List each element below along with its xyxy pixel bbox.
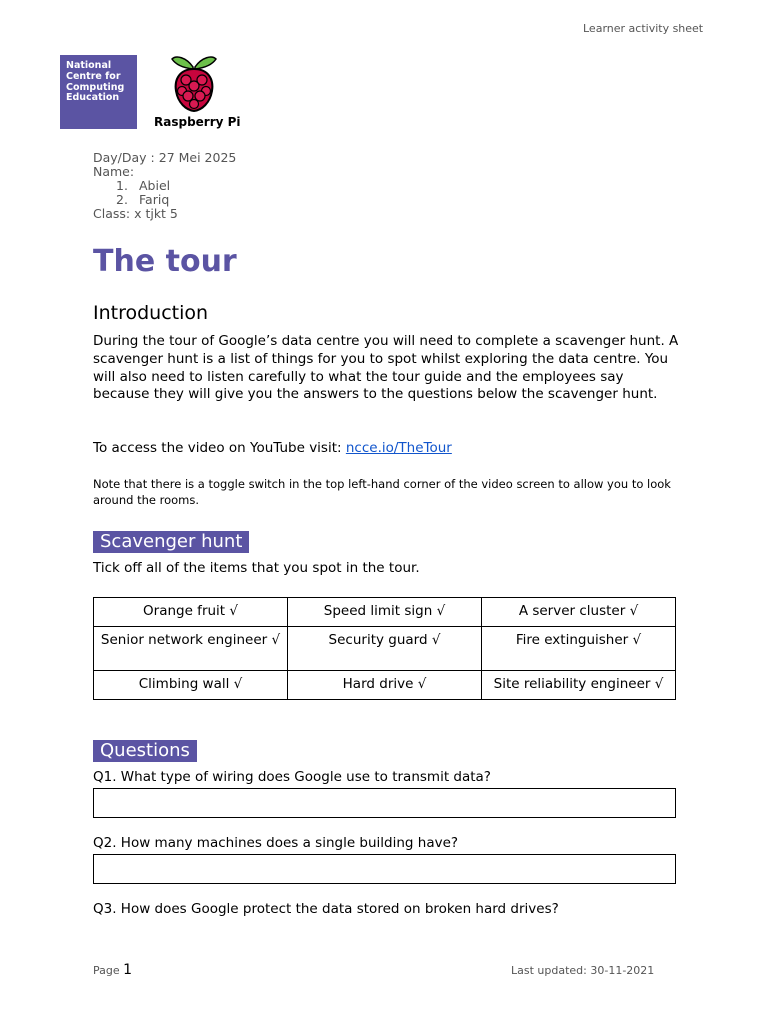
ncce-logo-line: Computing bbox=[66, 81, 125, 93]
scavenger-table bbox=[93, 597, 676, 700]
raspberry-pi-wordmark: Raspberry Pi bbox=[154, 115, 241, 129]
table-cell: Senior network engineer √ bbox=[94, 627, 288, 671]
table-row bbox=[94, 671, 676, 700]
scavenger-hunt-heading: Scavenger hunt bbox=[93, 531, 249, 553]
name-label: Name: bbox=[93, 164, 135, 179]
question-1: Q1. What type of wiring does Google use to transmit data? bbox=[93, 769, 491, 785]
class-field: Class: x tjkt 5 bbox=[93, 206, 178, 221]
list-item bbox=[93, 179, 236, 193]
page-number-value: 1 bbox=[123, 962, 133, 978]
raspberry-icon bbox=[168, 53, 220, 113]
table-cell: A server cluster √ bbox=[482, 598, 676, 627]
table-cell: Security guard √ bbox=[288, 627, 482, 671]
question-2: Q2. How many machines does a single building have? bbox=[93, 835, 459, 851]
introduction-paragraph: During the tour of Google’s data centre you will need to complete a scavenger hunt. A scavenger hunt is a list of things for you to spot whilst exploring the data centre. You will also need to listen carefully to what the tour guide and the employees say because they will give you the answers to the questions below the scavenger hunt. bbox=[93, 333, 679, 403]
scavenger-instruction: Tick off all of the items that you spot in the tour. bbox=[93, 560, 420, 576]
table-row bbox=[94, 627, 676, 671]
ncce-logo bbox=[60, 55, 137, 129]
list-item bbox=[93, 193, 236, 207]
table-cell: Hard drive √ bbox=[288, 671, 482, 700]
table-cell: Speed limit sign √ bbox=[288, 598, 482, 627]
last-updated: Last updated: 30-11-2021 bbox=[511, 964, 655, 977]
video-link[interactable]: ncce.io/TheTour bbox=[345, 440, 452, 456]
page-title: The tour bbox=[93, 244, 237, 279]
page-number bbox=[93, 962, 132, 978]
question-3: Q3. How does Google protect the data stored on broken hard drives? bbox=[93, 901, 559, 917]
ncce-logo-line: Education bbox=[66, 92, 120, 104]
header-note: Learner activity sheet bbox=[583, 22, 704, 35]
ncce-logo-line: Centre for bbox=[66, 70, 121, 82]
table-cell: Site reliability engineer √ bbox=[482, 671, 676, 700]
student-info bbox=[93, 151, 236, 221]
table-row bbox=[94, 598, 676, 627]
page-label: Page bbox=[93, 964, 124, 977]
student-name: Fariq bbox=[139, 192, 170, 207]
toggle-note: Note that there is a toggle switch in the top left-hand corner of the video screen to allow you to look around the rooms. bbox=[93, 477, 671, 507]
student-name: Abiel bbox=[139, 178, 171, 193]
name-list bbox=[93, 179, 236, 207]
list-number: 1. bbox=[116, 178, 128, 193]
day-field: Day/Day : 27 Mei 2025 bbox=[93, 150, 237, 165]
table-cell: Orange fruit √ bbox=[94, 598, 288, 627]
raspberry-pi-logo bbox=[150, 53, 240, 133]
list-number: 2. bbox=[116, 192, 128, 207]
video-line bbox=[93, 440, 683, 458]
video-prefix: To access the video on YouTube visit: bbox=[93, 440, 346, 456]
questions-heading: Questions bbox=[93, 740, 197, 762]
introduction-heading: Introduction bbox=[93, 302, 209, 324]
answer-box-1[interactable] bbox=[93, 788, 676, 818]
ncce-logo-line: National bbox=[66, 60, 112, 71]
answer-box-2[interactable] bbox=[93, 854, 676, 884]
table-cell: Fire extinguisher √ bbox=[482, 627, 676, 671]
table-cell: Climbing wall √ bbox=[94, 671, 288, 700]
